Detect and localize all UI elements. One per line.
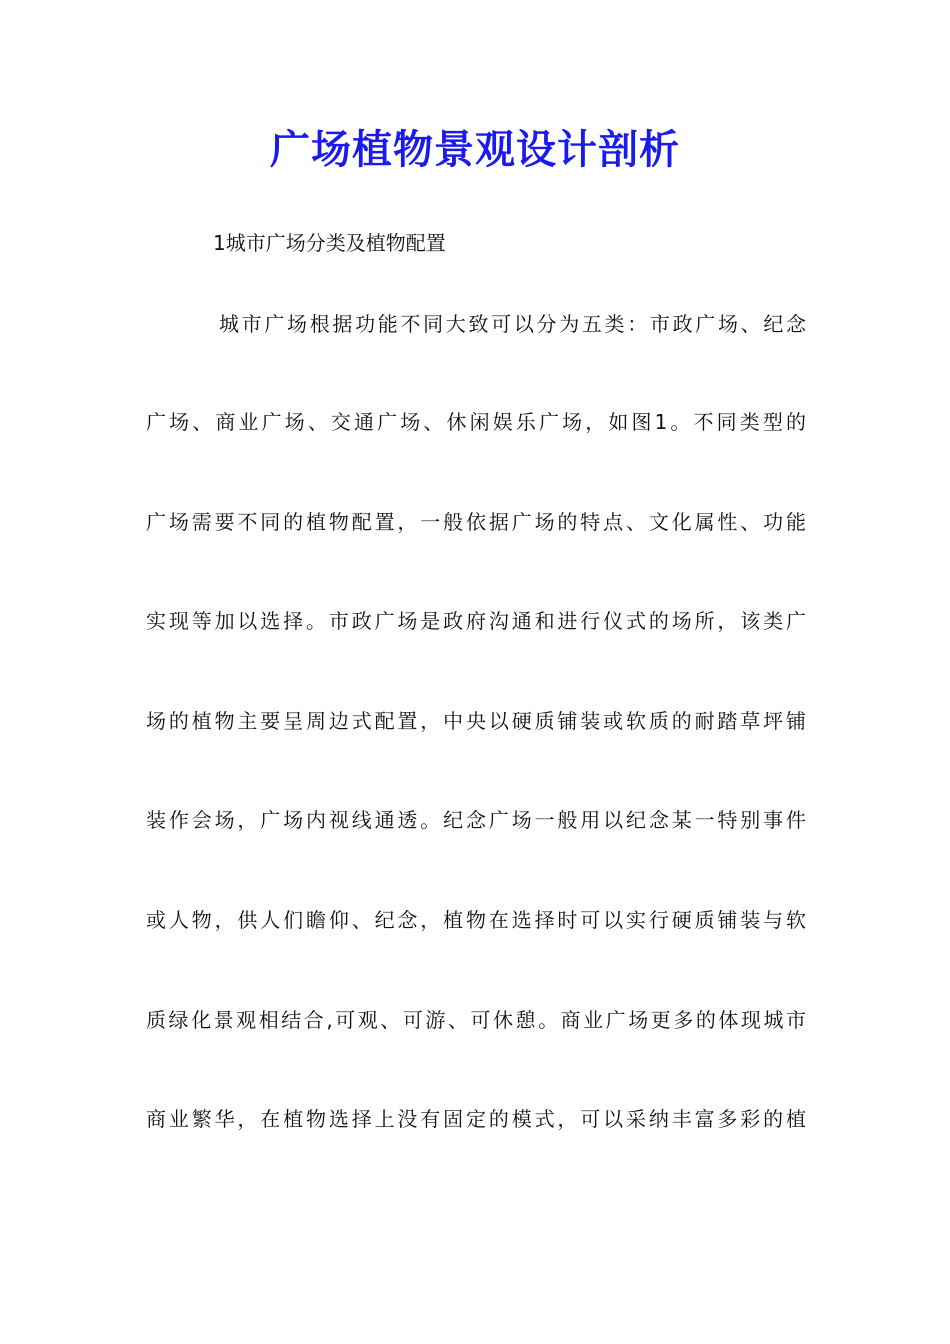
body-line: 场的植物主要呈周边式配置，中央以硬质铺装或软质的耐踏草坪铺 [146,709,806,733]
body-line: 广场需要不同的植物配置，一般依据广场的特点、文化属性、功能 [146,510,806,534]
body-line: 广场、商业广场、交通广场、休闲娱乐广场，如图1。不同类型的 [146,410,806,434]
body-line: 质绿化景观相结合,可观、可游、可休憩。商业广场更多的体现城市 [146,1008,806,1032]
body-line: 实现等加以选择。市政广场是政府沟通和进行仪式的场所，该类广 [146,609,806,633]
body-line: 装作会场，广场内视线通透。纪念广场一般用以纪念某一特别事件 [146,808,806,832]
body-line: 商业繁华，在植物选择上没有固定的模式，可以采纳丰富多彩的植 [146,1107,806,1131]
body-line: 城市广场根据功能不同大致可以分为五类：市政广场、纪念 [219,312,806,336]
document-title: 广场植物景观设计剖析 [270,126,680,173]
section-heading: 1城市广场分类及植物配置 [213,231,446,255]
body-line: 或人物，供人们瞻仰、纪念，植物在选择时可以实行硬质铺装与软 [146,908,806,932]
